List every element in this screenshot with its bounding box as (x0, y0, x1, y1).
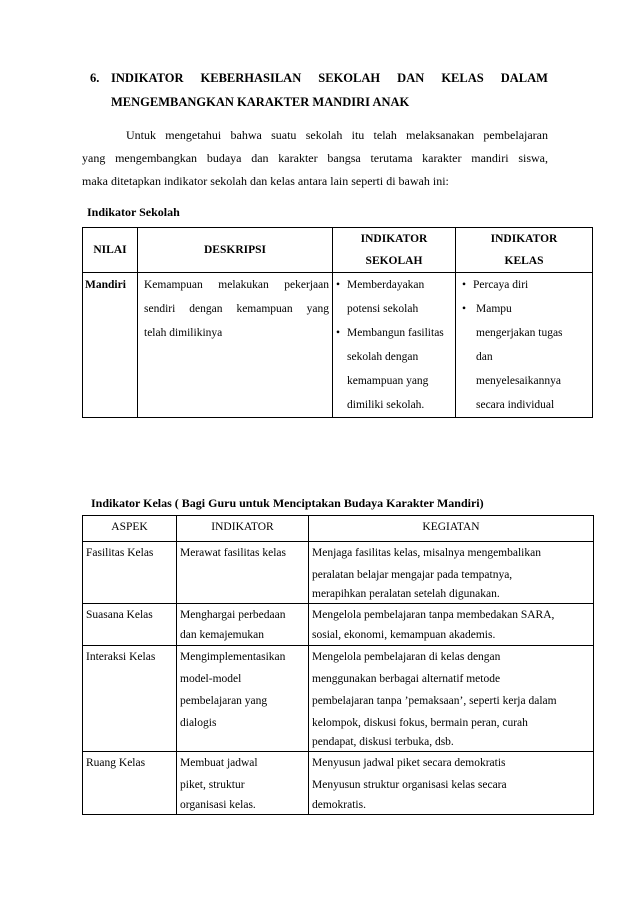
table-row (83, 752, 594, 815)
heading-word: KELAS (441, 71, 484, 85)
list-item: • Membangun fasilitas sekolah dengan kemampuan yang dimiliki sekolah. (336, 321, 452, 417)
cell-aspek: Interaksi Kelas (83, 646, 177, 752)
table-row (83, 604, 594, 646)
cell-nilai: Mandiri (83, 273, 138, 418)
cell-deskripsi: Kemampuan melakukan pekerjaan sendiri dengan kemampuan yang telah dimilikinya (138, 273, 333, 418)
header-indikator-kelas: INDIKATOR KELAS (456, 228, 593, 273)
heading-word: KEBERHASILAN (200, 71, 302, 85)
table-header-row (83, 228, 593, 273)
heading-word: DALAM (500, 71, 548, 85)
table-row (83, 646, 594, 752)
section-heading-line1 (111, 71, 548, 86)
table-row (83, 273, 593, 418)
list-item: • Percaya diri (462, 273, 589, 297)
table-row (83, 542, 594, 604)
header-kegiatan: KEGIATAN (309, 516, 594, 542)
cell-kegiatan: Mengelola pembelajaran tanpa membedakan SARA, sosial, ekonomi, kemampuan akademis. (309, 604, 594, 646)
indikator-sekolah-title: Indikator Sekolah (87, 205, 180, 219)
cell-kegiatan: Mengelola pembelajaran di kelas dengan menggunakan berbagai alternatif metode pembelajaran tanpa ’pemaksaan’, seperti kerja dalam kelompok, diskusi fokus, bermain peran, curah pendapat, diskusi terbuka, dsb. (309, 646, 594, 752)
intro-line-1: Untuk mengetahui bahwa suatu sekolah itu telah melaksanakan pembelajaran (126, 128, 548, 142)
cell-indikator: Merawat fasilitas kelas (177, 542, 309, 604)
header-nilai: NILAI (83, 228, 138, 273)
intro-line-2: yang mengembangkan budaya dan karakter bangsa terutama karakter mandiri siswa, (82, 151, 548, 165)
header-deskripsi: DESKRIPSI (138, 228, 333, 273)
indikator-kelas-table (82, 515, 594, 815)
indikator-kelas-title: Indikator Kelas ( Bagi Guru untuk Menciptakan Budaya Karakter Mandiri) (91, 496, 484, 510)
heading-word: SEKOLAH (318, 71, 381, 85)
header-aspek: ASPEK (83, 516, 177, 542)
intro-line-3: maka ditetapkan indikator sekolah dan kelas antara lain seperti di bawah ini: (82, 174, 449, 188)
list-item: • Memberdayakan potensi sekolah (336, 273, 452, 321)
cell-kegiatan: Menyusun jadwal piket secara demokratis Menyusun struktur organisasi kelas secara demokratis. (309, 752, 594, 815)
cell-kegiatan: Menjaga fasilitas kelas, misalnya mengembalikan peralatan belajar mengajar pada tempatnya, merapihkan peralatan setelah digunakan. (309, 542, 594, 604)
heading-word: INDIKATOR (111, 71, 184, 85)
header-indikator: INDIKATOR (177, 516, 309, 542)
heading-word: DAN (397, 71, 425, 85)
cell-aspek: Fasilitas Kelas (83, 542, 177, 604)
section-heading-line2: MENGEMBANGKAN KARAKTER MANDIRI ANAK (111, 95, 410, 109)
cell-aspek: Ruang Kelas (83, 752, 177, 815)
cell-indikator: Mengimplementasikan model-model pembelajaran yang dialogis (177, 646, 309, 752)
indikator-sekolah-table (82, 227, 593, 418)
cell-indikator: Menghargai perbedaan dan kemajemukan (177, 604, 309, 646)
table-header-row (83, 516, 594, 542)
cell-indikator: Membuat jadwal piket, struktur organisasi kelas. (177, 752, 309, 815)
cell-indikator-kelas (456, 273, 593, 418)
cell-aspek: Suasana Kelas (83, 604, 177, 646)
section-number: 6. (90, 71, 100, 85)
header-indikator-sekolah: INDIKATOR SEKOLAH (333, 228, 456, 273)
list-item: • Mampu mengerjakan tugas dan menyelesaikannya secara individual (462, 297, 589, 417)
cell-indikator-sekolah (333, 273, 456, 418)
